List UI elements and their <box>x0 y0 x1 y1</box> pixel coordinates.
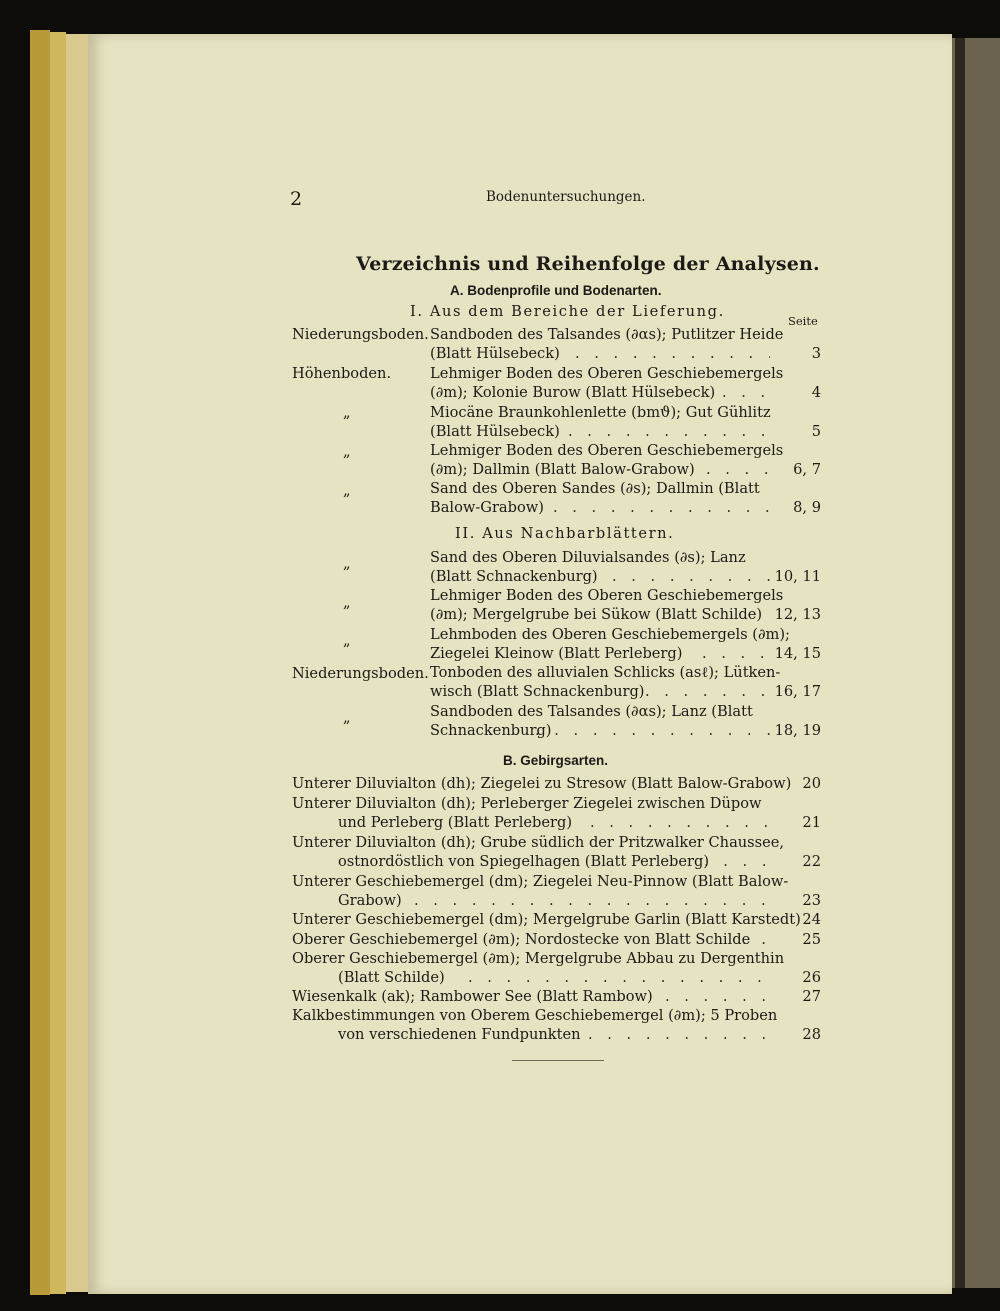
dot-leader <box>702 645 770 663</box>
entry-text: Lehmiger Boden des Oberen Geschiebemergels <box>430 587 784 604</box>
entry-text: Unterer Diluvialton (dh); Grube südlich der Pritzwalker Chaussee, <box>292 834 785 851</box>
entry-page: 23 <box>802 892 821 909</box>
entry-page: 6, 7 <box>793 461 821 478</box>
dot-leader <box>665 988 770 1006</box>
page-edge-cream <box>66 34 90 1292</box>
entry-text: (Blatt Schilde) <box>338 969 445 986</box>
entry-text: Miocäne Braunkohlenlette (bmϑ); Gut Gühlitz <box>430 404 771 421</box>
entry-category: „ <box>343 632 351 649</box>
dot-leader <box>414 892 770 910</box>
dot-leader <box>588 1026 770 1044</box>
entry-page: 28 <box>802 1026 821 1043</box>
entry-text: Oberer Geschiebemergel (∂m); Nordostecke von Blatt Schilde <box>292 931 751 948</box>
entry-category: „ <box>343 404 351 421</box>
entry-text: Unterer Diluvialton (dh); Perleberger Ziegelei zwischen Düpow <box>292 795 762 812</box>
entry-text: Sandboden des Talsandes (∂αs); Putlitzer Heide <box>430 326 784 343</box>
entry-text: und Perleberg (Blatt Perleberg) <box>338 814 573 831</box>
page-edge-gold-light <box>50 32 66 1294</box>
running-head: Bodenuntersuchungen. <box>486 189 646 205</box>
entry-text: Schnackenburg) <box>430 722 552 739</box>
entry-text: (∂m); Dallmin (Blatt Balow-Grabow) <box>430 461 695 478</box>
entry-text: Unterer Diluvialton (dh); Ziegelei zu Stresow (Blatt Balow-Grabow) <box>292 775 792 792</box>
entry-text: Oberer Geschiebemergel (∂m); Mergelgrube Abbau zu Dergenthin <box>292 950 785 967</box>
entry-category: „ <box>343 594 351 611</box>
subsection-heading: II. Aus Nachbarblättern. <box>455 525 675 542</box>
entry-text: Sand des Oberen Sandes (∂s); Dallmin (Blatt <box>430 480 760 497</box>
entry-text: Wiesenkalk (ak); Rambower See (Blatt Rambow) <box>292 988 653 1005</box>
entry-text: Ziegelei Kleinow (Blatt Perleberg) <box>430 645 683 662</box>
entry-category: Höhenboden. <box>292 365 392 382</box>
entry-text: Lehmiger Boden des Oberen Geschiebemergels <box>430 365 784 382</box>
entry-page: 3 <box>811 345 821 362</box>
entry-page: 8, 9 <box>793 499 821 516</box>
entry-page: 14, 15 <box>774 645 821 662</box>
page-title: Verzeichnis und Reihenfolge der Analysen. <box>356 253 820 275</box>
entry-text: (∂m); Kolonie Burow (Blatt Hülsebeck) <box>430 384 716 401</box>
entry-page: 18, 19 <box>774 722 821 739</box>
dot-leader <box>568 423 770 441</box>
entry-text: Unterer Geschiebemergel (dm); Ziegelei Neu-Pinnow (Blatt Balow- <box>292 873 789 890</box>
entry-text: Sand des Oberen Diluvialsandes (∂s); Lanz <box>430 549 746 566</box>
subsection-heading: I. Aus dem Bereiche der Lieferung. <box>410 303 725 320</box>
entry-text: Balow-Grabow) <box>430 499 544 516</box>
entry-page: 5 <box>811 423 821 440</box>
entry-text: Lehmiger Boden des Oberen Geschiebemergels <box>430 442 784 459</box>
dot-leader <box>590 814 770 832</box>
entry-text: von verschiedenen Fundpunkten <box>338 1026 581 1043</box>
entry-text: wisch (Blatt Schnackenburg) <box>430 683 645 700</box>
entry-category: Niederungsboden. <box>292 665 429 682</box>
entry-page: 16, 17 <box>774 683 821 700</box>
entry-text: Sandboden des Talsandes (∂αs); Lanz (Blatt <box>430 703 753 720</box>
entry-text: (∂m); Mergelgrube bei Sükow (Blatt Schilde) <box>430 606 763 623</box>
entry-page: 27 <box>802 988 821 1005</box>
entry-category: Niederungsboden. <box>292 326 429 343</box>
entry-text: Kalkbestimmungen von Oberem Geschiebemergel (∂m); 5 Proben <box>292 1007 778 1024</box>
entry-category: „ <box>343 709 351 726</box>
dot-leader <box>553 499 770 517</box>
entry-category: „ <box>343 443 351 460</box>
entry-page: 24 <box>802 911 821 928</box>
entry-text: ostnordöstlich von Spiegelhagen (Blatt Perleberg) <box>338 853 710 870</box>
page-edge-gold <box>30 30 50 1295</box>
entry-page: 12, 13 <box>774 606 821 623</box>
section-b-heading: B. Gebirgsarten. <box>503 753 609 768</box>
entry-text: (Blatt Schnackenburg) <box>430 568 598 585</box>
entry-category: „ <box>343 555 351 572</box>
gutter-shadow <box>955 38 965 1288</box>
entry-text: (Blatt Hülsebeck) <box>430 423 560 440</box>
dot-leader <box>612 568 770 586</box>
page-number: 2 <box>290 188 303 210</box>
entry-page: 25 <box>802 931 821 948</box>
dot-leader <box>535 722 770 740</box>
dot-leader <box>645 683 770 701</box>
entry-page: 26 <box>802 969 821 986</box>
entry-page: 20 <box>802 775 821 792</box>
entry-page: 4 <box>811 384 821 401</box>
entry-text: Tonboden des alluvialen Schlicks (asℓ); Lütken- <box>430 664 781 681</box>
seite-label: Seite <box>788 314 818 328</box>
entry-page: 10, 11 <box>774 568 821 585</box>
dot-leader <box>468 969 770 987</box>
entry-category: „ <box>343 482 351 499</box>
entry-text: (Blatt Hülsebeck) <box>430 345 560 362</box>
entry-text: Unterer Geschiebemergel (dm); Mergelgrube Garlin (Blatt Karstedt) <box>292 911 801 928</box>
entry-text: Grabow) <box>338 892 402 909</box>
dot-leader <box>575 345 770 363</box>
entry-text: Lehmboden des Oberen Geschiebemergels (∂m); <box>430 626 790 643</box>
closing-rule <box>512 1060 604 1061</box>
entry-page: 22 <box>802 853 821 870</box>
section-a-heading: A. Bodenprofile und Bodenarten. <box>450 283 662 298</box>
entry-page: 21 <box>802 814 821 831</box>
